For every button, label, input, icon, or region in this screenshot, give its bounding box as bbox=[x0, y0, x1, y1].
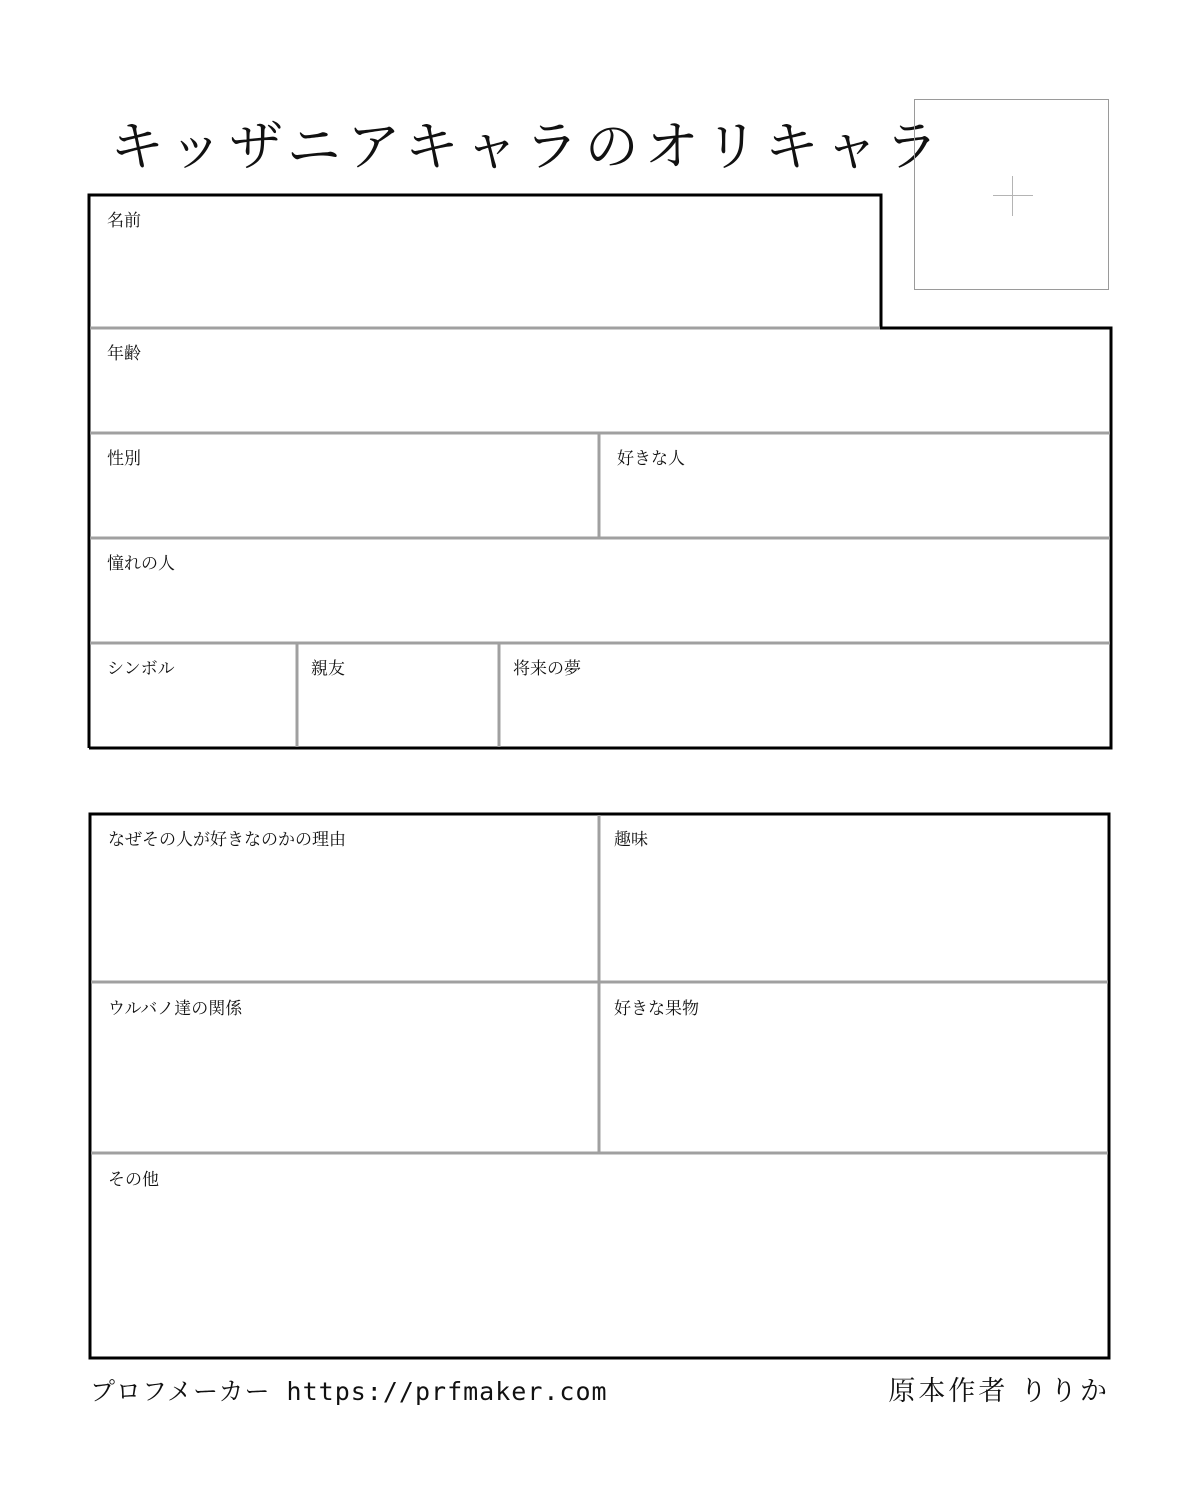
relation-cell[interactable] bbox=[91, 984, 598, 1152]
fruit-field[interactable] bbox=[614, 1026, 1094, 1142]
reason-label: なぜその人が好きなのかの理由 bbox=[108, 830, 346, 850]
best-friend-cell[interactable] bbox=[298, 644, 498, 747]
plus-icon bbox=[993, 176, 1033, 216]
dream-label: 将来の夢 bbox=[513, 659, 581, 679]
crush-label: 好きな人 bbox=[617, 449, 685, 469]
best-friend-field[interactable] bbox=[312, 686, 484, 737]
dream-cell[interactable] bbox=[500, 644, 1110, 747]
symbol-field[interactable] bbox=[104, 686, 282, 737]
gender-cell[interactable] bbox=[90, 434, 598, 538]
age-label: 年齢 bbox=[107, 344, 141, 364]
age-field[interactable] bbox=[104, 371, 1096, 423]
relation-label: ウルバノ達の関係 bbox=[108, 999, 243, 1019]
gender-label: 性別 bbox=[107, 449, 141, 469]
fruit-label: 好きな果物 bbox=[614, 999, 699, 1019]
name-field[interactable] bbox=[104, 238, 866, 317]
best-friend-label: 親友 bbox=[311, 659, 345, 679]
other-cell[interactable] bbox=[91, 1155, 1108, 1357]
name-cell[interactable] bbox=[90, 196, 880, 327]
age-cell[interactable] bbox=[90, 329, 1110, 433]
footer-author: 原本作者 りりか bbox=[888, 1376, 1110, 1407]
other-label: その他 bbox=[108, 1170, 159, 1190]
relation-field[interactable] bbox=[105, 1026, 584, 1142]
idol-field[interactable] bbox=[104, 581, 1096, 633]
symbol-label: シンボル bbox=[107, 659, 175, 679]
dream-field[interactable] bbox=[514, 686, 1096, 737]
page-title: キッザニアキャラのオリキャラ bbox=[110, 115, 945, 178]
reason-cell[interactable] bbox=[91, 815, 598, 981]
crush-field[interactable] bbox=[614, 476, 1096, 528]
gender-field[interactable] bbox=[104, 476, 584, 528]
fruit-cell[interactable] bbox=[600, 984, 1108, 1152]
name-label: 名前 bbox=[107, 211, 141, 231]
hobby-label: 趣味 bbox=[614, 830, 648, 850]
footer-maker-link[interactable]: プロフメーカー https://prfmaker.com bbox=[90, 1377, 608, 1406]
idol-label: 憧れの人 bbox=[107, 554, 175, 574]
hobby-cell[interactable] bbox=[600, 815, 1108, 981]
crush-cell[interactable] bbox=[600, 434, 1110, 538]
other-field[interactable] bbox=[105, 1197, 1094, 1347]
photo-upload-box[interactable] bbox=[914, 99, 1109, 290]
reason-field[interactable] bbox=[105, 857, 584, 971]
hobby-field[interactable] bbox=[614, 857, 1094, 971]
idol-cell[interactable] bbox=[90, 539, 1110, 643]
symbol-cell[interactable] bbox=[90, 644, 296, 747]
